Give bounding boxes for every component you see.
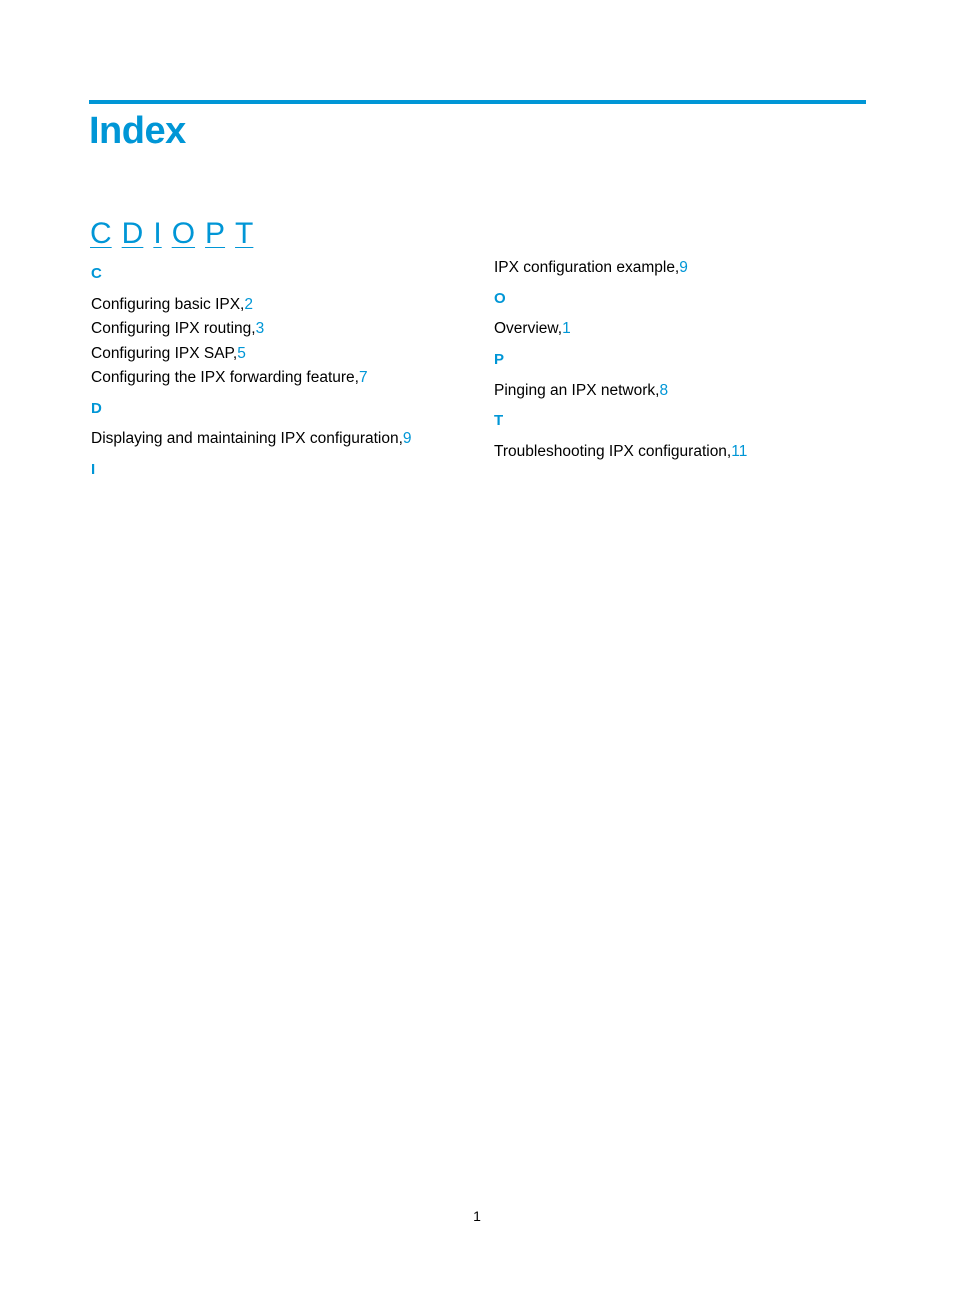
- letter-link-t[interactable]: T: [235, 217, 254, 250]
- index-entry: [494, 381, 668, 401]
- section-heading-i: I: [91, 461, 96, 478]
- letter-link-i[interactable]: I: [153, 217, 162, 250]
- section-heading-p: P: [494, 351, 505, 368]
- entry-text: Configuring basic IPX,: [91, 296, 245, 313]
- page-link[interactable]: 5: [237, 345, 246, 362]
- page-number: 1: [473, 1208, 481, 1224]
- index-entry: [91, 344, 246, 364]
- entry-text: Troubleshooting IPX configuration,: [494, 443, 732, 460]
- page-title: Index: [89, 110, 186, 152]
- letter-link-o[interactable]: O: [171, 217, 196, 250]
- index-entry: [494, 442, 747, 462]
- section-heading-o: O: [494, 290, 506, 307]
- index-entry: [91, 368, 368, 388]
- index-entry: [494, 258, 688, 278]
- letter-link-d[interactable]: D: [121, 217, 144, 250]
- entry-text: Pinging an IPX network,: [494, 382, 660, 399]
- index-entry: [91, 295, 253, 315]
- letter-link-c[interactable]: C: [90, 217, 112, 250]
- letter-index-nav: [90, 216, 253, 252]
- page-link[interactable]: 9: [402, 430, 412, 447]
- section-heading-d: D: [91, 400, 102, 417]
- entry-text: Overview,: [494, 320, 563, 337]
- entry-text: Displaying and maintaining IPX configuration,: [91, 430, 403, 447]
- entry-text: Configuring IPX routing,: [91, 320, 256, 337]
- entry-text: Configuring the IPX forwarding feature,: [91, 369, 359, 386]
- page-link[interactable]: 2: [244, 296, 253, 313]
- page-link[interactable]: 3: [255, 320, 265, 337]
- index-entry: [91, 429, 412, 449]
- page-link[interactable]: 9: [679, 259, 688, 276]
- page-link[interactable]: 7: [358, 369, 368, 386]
- section-heading-c: C: [91, 265, 102, 282]
- entry-text: IPX configuration example,: [494, 259, 680, 276]
- title-rule: [89, 100, 866, 104]
- section-heading-t: T: [494, 412, 504, 429]
- index-entry: [494, 319, 571, 339]
- page-link[interactable]: 11: [731, 443, 748, 460]
- letter-link-p[interactable]: P: [205, 217, 226, 250]
- index-entry: [91, 319, 264, 339]
- page-link[interactable]: 1: [562, 320, 571, 337]
- page-link[interactable]: 8: [659, 382, 669, 399]
- entry-text: Configuring IPX SAP,: [91, 345, 238, 362]
